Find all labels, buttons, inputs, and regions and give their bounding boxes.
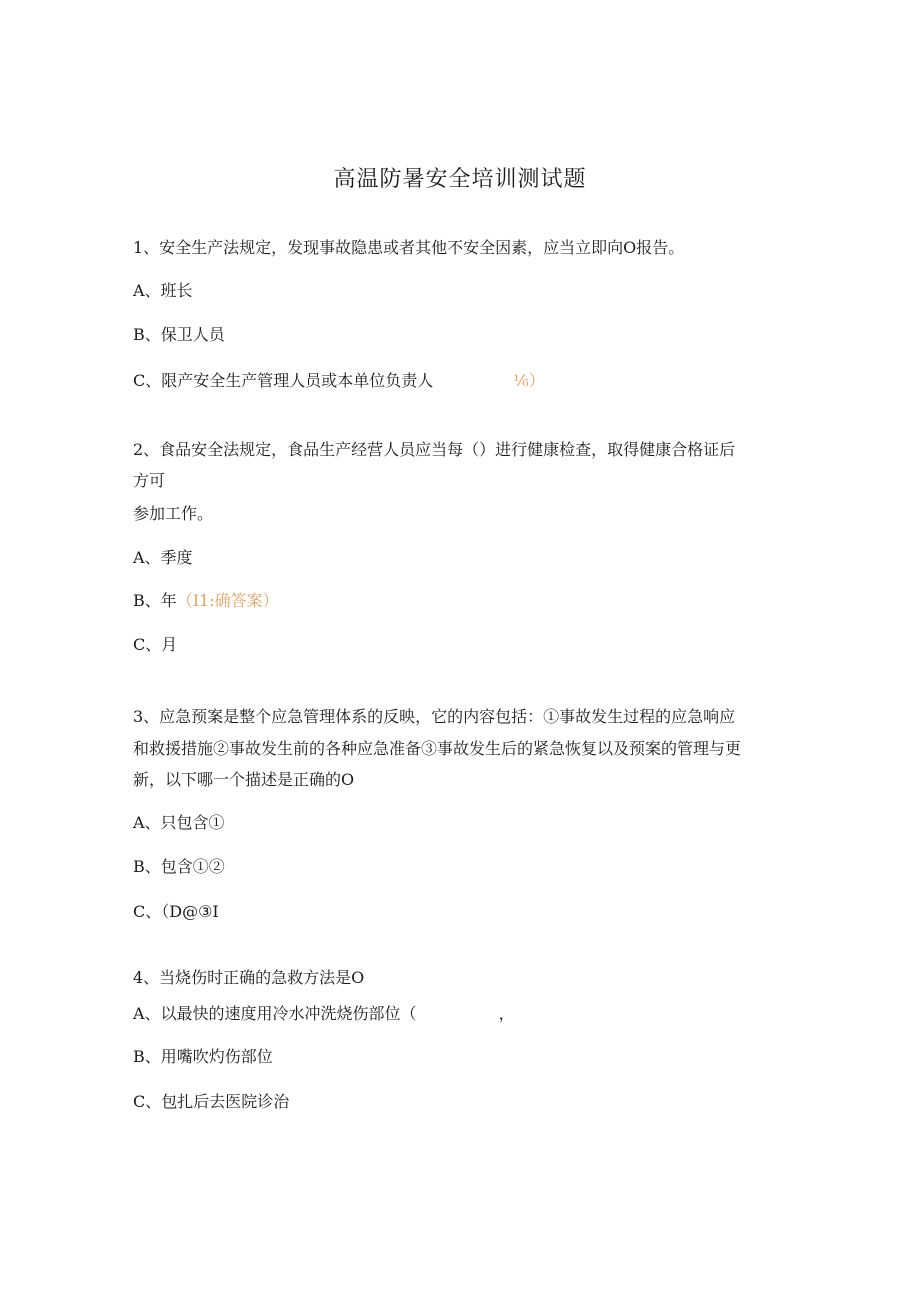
option-text: C、限产安全生产管理人员或本单位负责人 (133, 371, 434, 390)
question-3-option-a: A、只包含① (133, 813, 225, 832)
question-1-option-c (133, 371, 545, 391)
question-2-text-line-3: 参加工作。 (133, 504, 214, 523)
question-4-text: 4、当烧伤时正确的急救方法是O (133, 968, 365, 987)
question-2-text-line-1: 2、食品安全法规定，食品生产经营人员应当每（）进行健康检查，取得健康合格证后 (133, 440, 736, 459)
question-3-text-line-2: 和救援措施②事故发生前的各种应急准备③事故发生后的紧急恢复以及预案的管理与更 (133, 739, 742, 758)
answer-note: ⅙） (513, 371, 545, 390)
option-text: A、以最快的速度用冷水冲洗烧伤部位（ (133, 1004, 417, 1023)
question-2-option-a: A、季度 (133, 548, 193, 567)
question-3-text-line-1: 3、应急预案是整个应急管理体系的反映，它的内容包括：①事故发生过程的应急响应 (133, 707, 736, 726)
question-4-option-a (133, 1004, 515, 1024)
answer-note: （I1:确答案） (176, 591, 279, 610)
question-3-option-c: C、（D@③I (133, 902, 219, 921)
question-2-option-c: C、月 (133, 635, 178, 654)
question-1-option-a: A、班长 (133, 281, 193, 300)
option-text: B、年 (133, 591, 177, 610)
question-3-text-line-3: 新，以下哪一个描述是正确的O (133, 770, 355, 789)
question-3-option-b: B、包含①② (133, 857, 225, 876)
page-title: 高温防暑安全培训测试题 (333, 167, 587, 192)
trailing-mark: ， (498, 1004, 515, 1023)
question-2-text-line-2: 方可 (133, 471, 166, 490)
question-1-option-b: B、保卫人员 (133, 325, 225, 344)
question-4-option-b: B、用嘴吹灼伤部位 (133, 1047, 273, 1066)
question-1-text: 1、安全生产法规定，发现事故隐患或者其他不安全因素，应当立即向O报告。 (133, 238, 685, 257)
question-4-option-c: C、包扎后去医院诊治 (133, 1092, 290, 1111)
question-2-option-b (133, 591, 279, 611)
